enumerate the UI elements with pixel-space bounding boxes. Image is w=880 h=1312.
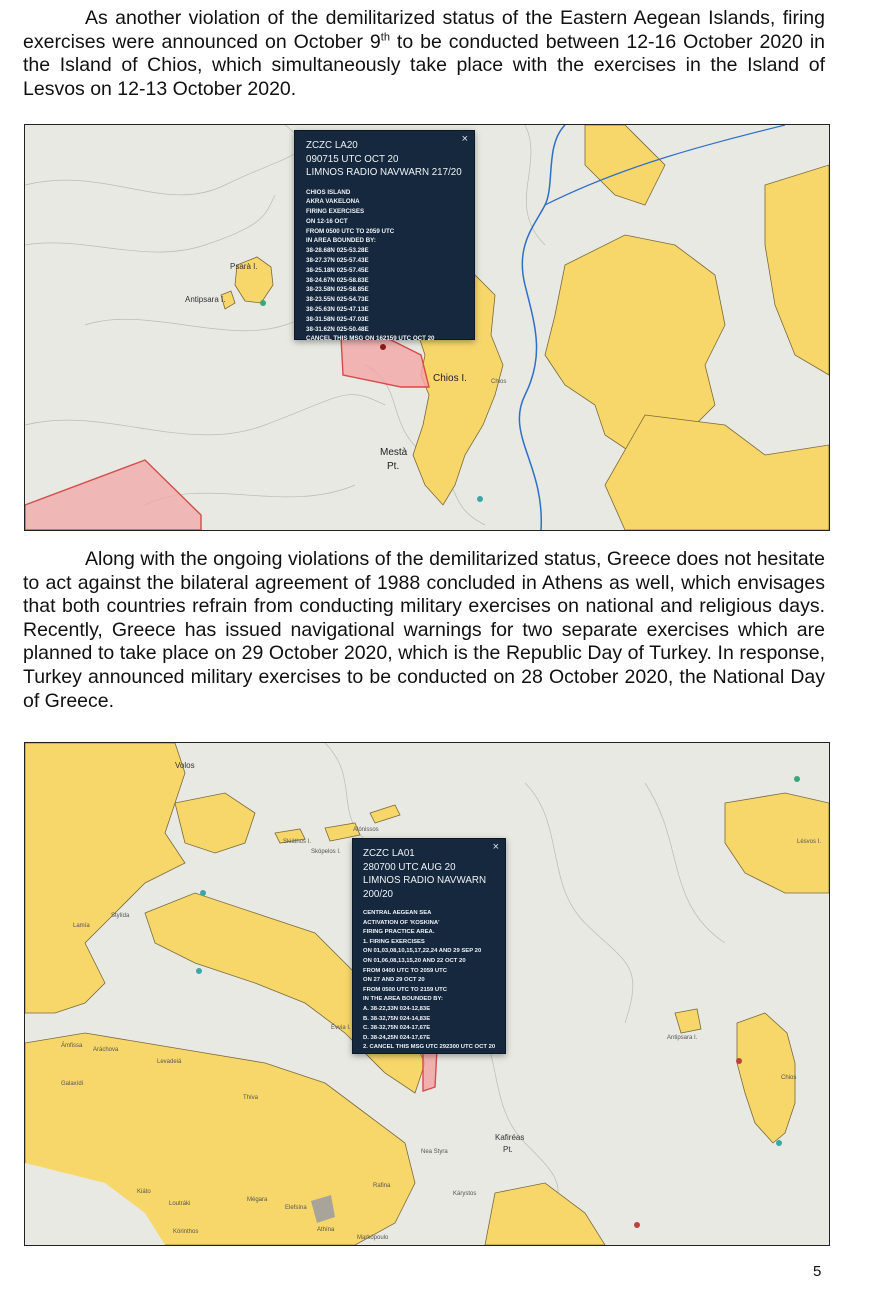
popup-body-line: FIRING PRACTICE AREA. [363,929,435,936]
label-korinthos: Kórinthos [173,1229,199,1235]
popup-body-line: IN AREA BOUNDED BY: [306,237,376,245]
label-mesta: Mestà [380,447,408,458]
label-chios-town: Chios [491,379,507,385]
paragraph-text: As another violation of the demilitarized status of the Eastern Aegean Islands, firing exercises were announced on October 9 [23,7,825,53]
label-kiato: Kiáto [137,1189,151,1195]
label-loutraki: Loutráki [169,1201,191,1207]
label-thiva: Thíva [243,1095,259,1101]
navwarn-popup [294,130,475,343]
label-psara: Psarà I. [230,262,258,271]
label-volos: Volos [175,761,195,770]
popup-body-line: ON 01,03,08,10,15,17,22,24 AND 29 SEP 20 [363,948,482,955]
navwarn-popup [352,838,506,1054]
label-lamia: Lamía [73,923,90,929]
popup-body-line: FROM 0500 UTC TO 2059 UTC [306,227,395,235]
popup-body-line: A. 38-22,33N 024-12,83E [363,1005,431,1012]
popup-body-line: 38-27.37N 025-57.43E [306,257,369,265]
popup-header [306,139,474,180]
map-central-aegean-navwarn [24,742,830,1246]
popup-body-line: 1. FIRING EXERCISES [363,938,425,945]
label-chios: Chios [781,1075,797,1081]
label-antipsara: Antipsara I. [667,1035,698,1041]
label-levadeia: Levadeiá [157,1059,182,1065]
popup-body-line: FROM 0400 UTC TO 2059 UTC [363,967,448,974]
label-rafina: Rafina [373,1183,391,1189]
popup-body-line: CENTRAL AEGEAN SEA [363,910,432,916]
popup-header [363,847,505,901]
popup-body-line: 2. CANCEL THIS MSG UTC 292300 UTC OCT 20 [363,1044,496,1051]
label-antipsara: Antipsara I. [185,295,226,304]
popup-header-line: 280700 UTC AUG 20 [363,861,456,873]
label-skiathos: Skiáthos I. [283,839,312,845]
popup-body-line: FIRING EXERCISES [306,208,365,216]
close-icon[interactable]: × [461,133,468,145]
label-chios-island: Chios I. [433,373,467,384]
paragraph-chios-exercises [23,7,825,101]
popup-body-line: IN THE AREA BOUNDED BY: [363,996,443,1003]
label-elefsina: Elefsína [285,1205,307,1211]
label-nea-styra: Nea Styra [421,1149,448,1155]
label-arachova: Aráchova [93,1047,119,1053]
popup-body-line: AKRA VAKELONA [306,198,360,206]
popup-header-line: LIMNOS RADIO NAVWARN 217/20 [306,167,462,178]
popup-body-line: CANCEL THIS MSG ON 162159 UTC OCT 20 [306,335,435,343]
popup-body-line: ACTIVATION OF 'KOSKINA' [363,919,440,926]
label-galaxidi: Galaxídi [61,1081,84,1087]
popup-header-line: ZCZC LA01 [363,848,415,859]
label-athina: Athína [317,1227,335,1233]
page-number: 5 [813,1263,822,1280]
popup-body-line: 38-25.63N 025-47.13E [306,306,369,314]
label-kafireas: Kafiréas [495,1133,525,1142]
popup-header-line: LIMNOS RADIO NAVWARN 200/20 [363,875,487,900]
label-markopoulo: Markópoulo [357,1235,389,1241]
close-icon[interactable]: × [492,841,499,853]
label-karystos: Kárystos [453,1191,477,1197]
popup-body-line: C. 38-32,75N 024-17,67E [363,1025,431,1032]
popup-header-line: 090715 UTC OCT 20 [306,153,399,165]
popup-body-line: CHIOS ISLAND [306,188,351,196]
label-lesvos: Lésvos I. [797,839,822,845]
paragraph-bilateral-agreement [23,548,825,713]
popup-body-line: 38-24.67N 025-58.83E [306,276,369,284]
popup-body-line: 38-23.58N 025-58.85E [306,286,369,294]
label-kafireas-pt: Pt. [503,1145,513,1154]
popup-body-line: 38-25.18N 025-57.45E [306,266,369,274]
popup-body [306,188,474,345]
label-skopelos: Skópelos I. [311,849,341,855]
popup-body-line: 38-28.68N 025-53.28E [306,247,369,255]
label-evvia: Évvia I. [331,1025,351,1031]
popup-body-line: 38-31.62N 025-50.48E [306,325,369,333]
popup-body-line: FROM 0500 UTC TO 2159 UTC [363,986,448,993]
paragraph-text: Along with the ongoing violations of the demilitarized status, Greece does not hesitate to act against the bilateral agreement of 1988 concluded in Athens as well, which envisages that both countries refrain from conducting military exercises on national and religious days. Recently, Greece has issued navigational warnings for two separate exercises which are planned to take place on 29 October 2020, which is the Republic Day of Turkey. In response, Turkey announced military exercises to be conducted on 28 October 2020, the National Day of Greece. [23,548,825,712]
paragraph-text: to be conducted between 12-16 October 2020 in the Island of Chios, which simultaneously take place with the exercises in the Island of Lesvos on 12-13 October 2020. [23,30,826,100]
label-stylida: Stylída [111,913,130,919]
label-amfissa: Ámfissa [61,1043,83,1049]
popup-body-line: ON 01,06,08,13,15,20 AND 22 OCT 20 [363,957,466,964]
popup-body [363,909,505,1053]
map-chios-navwarn [24,124,830,531]
popup-body-line: ON 12-16 OCT [306,217,348,225]
popup-body-line: 38-31.58N 025-47.03E [306,315,369,323]
popup-body-line: ON 27 AND 29 OCT 20 [363,977,425,984]
popup-body-line: B. 38-32,75N 024-14,83E [363,1015,431,1022]
label-megara: Mégara [247,1197,268,1203]
popup-header-line: ZCZC LA20 [306,140,358,151]
popup-body-line: D. 38-24,25N 024-17,67E [363,1034,431,1041]
popup-body-line: 38-23.55N 025-54.73E [306,296,369,304]
label-alonissos: Alónissos [353,827,379,833]
label-mesta-pt: Pt. [387,461,400,472]
ordinal-suffix: th [380,31,390,44]
